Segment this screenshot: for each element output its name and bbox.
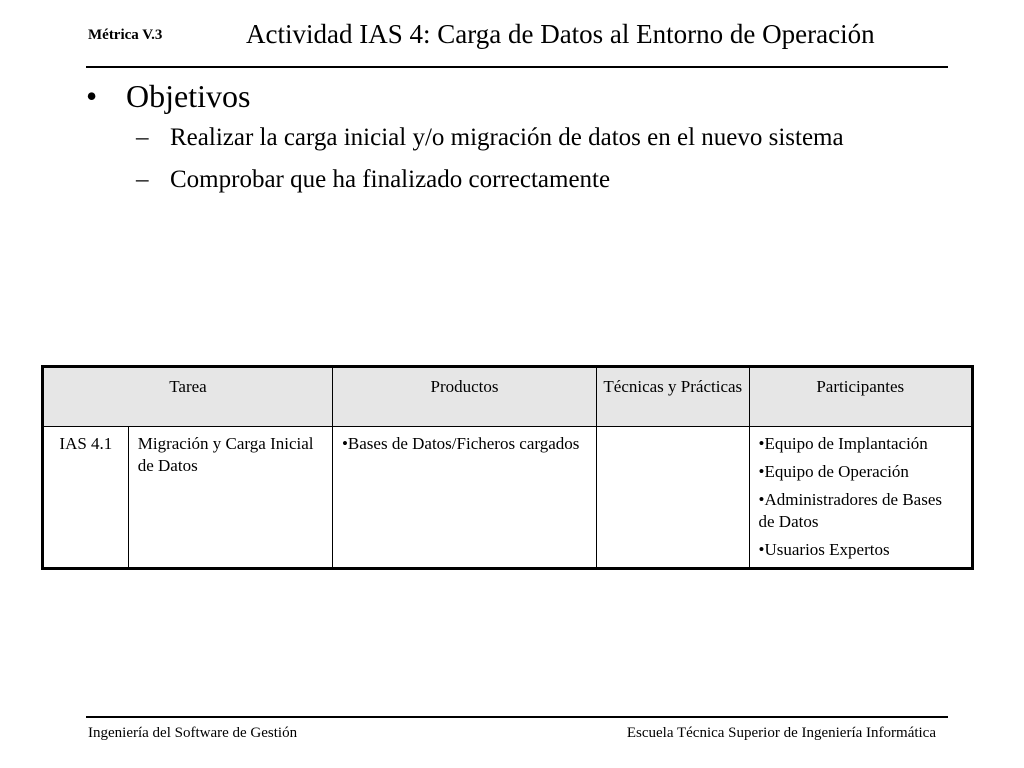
products-cell: •Bases de Datos/Ficheros cargados <box>332 427 596 569</box>
footer-divider <box>86 716 948 718</box>
techniques-cell <box>597 427 749 569</box>
task-table <box>41 365 974 570</box>
table-header-row <box>43 367 973 427</box>
column-header-tarea: Tarea <box>43 367 333 427</box>
bullet-icon: • <box>86 78 98 114</box>
slide-title: Actividad IAS 4: Carga de Datos al Entorno de Operación <box>246 19 875 49</box>
participant-item: •Usuarios Expertos <box>758 540 890 559</box>
objective-item <box>136 166 610 194</box>
column-header-participantes: Participantes <box>749 367 972 427</box>
column-header-tecnicas: Técnicas y Prácticas <box>597 367 749 427</box>
objective-text: Comprobar que ha finalizado correctamente <box>170 166 611 193</box>
objectives-heading <box>86 78 250 115</box>
footer-course: Ingeniería del Software de Gestión <box>88 725 298 741</box>
objective-text: Realizar la carga inicial y/o migración de datos en el nuevo sistema <box>170 124 844 151</box>
version-label: Métrica V.3 <box>88 27 163 43</box>
participants-cell <box>749 427 972 569</box>
task-code-cell: IAS 4.1 <box>43 427 129 569</box>
column-header-productos: Productos <box>332 367 596 427</box>
task-name-cell: Migración y Carga Inicial de Datos <box>128 427 332 569</box>
footer-school: Escuela Técnica Superior de Ingeniería Informática <box>626 725 936 741</box>
dash-icon: – <box>136 124 149 151</box>
participant-item: •Equipo de Operación <box>758 462 909 481</box>
participant-item: •Administradores de Bases de Datos <box>758 490 942 531</box>
dash-icon: – <box>136 166 149 193</box>
participant-item: •Equipo de Implantación <box>758 434 928 453</box>
header-divider <box>86 66 948 68</box>
table-row <box>43 427 973 569</box>
objectives-heading-text: Objetivos <box>126 78 251 114</box>
objective-item <box>136 124 844 152</box>
